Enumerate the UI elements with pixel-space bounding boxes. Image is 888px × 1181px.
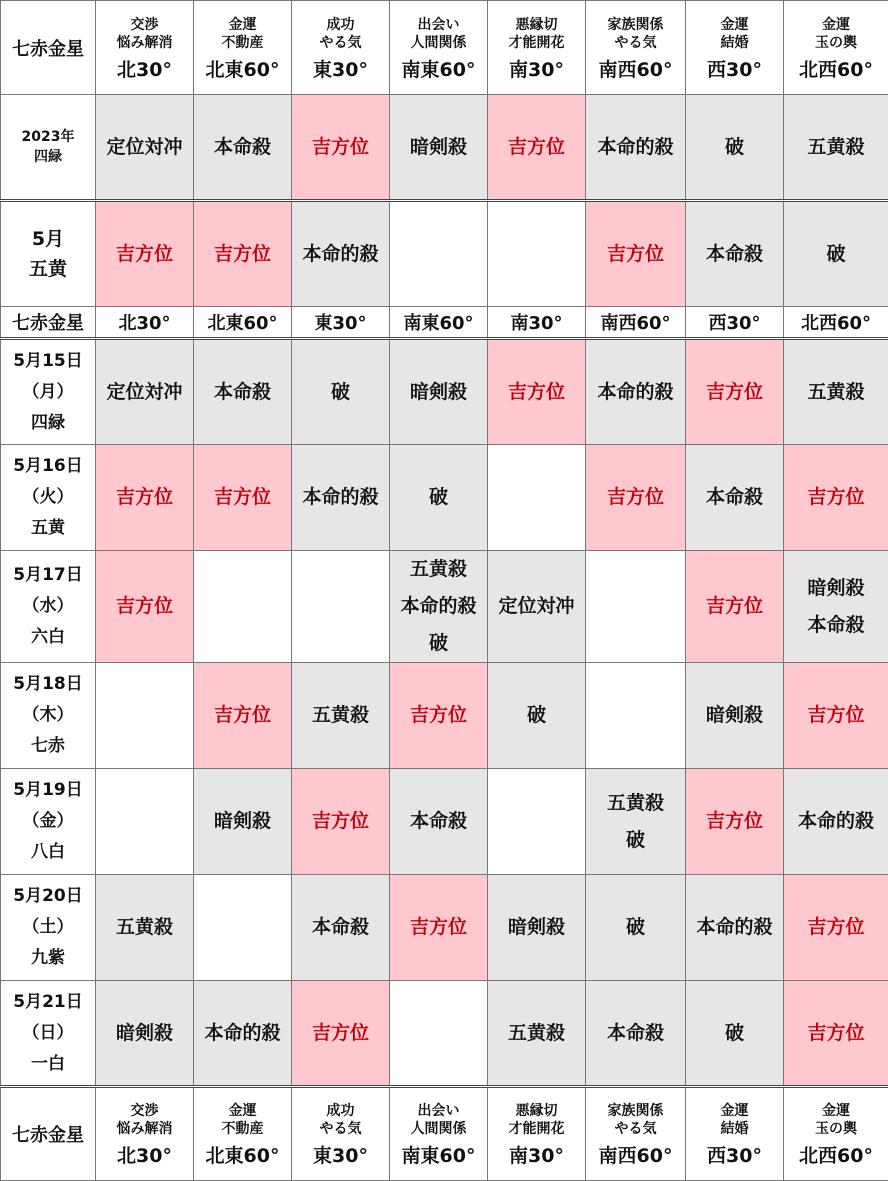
fortune-value: 五黄殺 bbox=[784, 129, 888, 166]
fortune-cell bbox=[686, 551, 784, 663]
fortune-value: 定位対冲 bbox=[96, 129, 193, 166]
fortune-cell bbox=[488, 769, 586, 875]
date-label: 5月17日 bbox=[1, 560, 95, 591]
fortune-value: 吉方位 bbox=[784, 479, 888, 516]
direction-label: 南東60° bbox=[390, 58, 487, 82]
direction-label: 北30° bbox=[96, 58, 193, 82]
day-star-label: 九紫 bbox=[1, 943, 95, 974]
fortune-cell bbox=[292, 201, 390, 307]
weekday-label: （金） bbox=[1, 806, 95, 837]
fortune-value: 本命殺 bbox=[292, 909, 389, 946]
fortune-cell bbox=[390, 663, 488, 769]
purpose-label: 才能開花 bbox=[488, 34, 585, 52]
fortune-value: 吉方位 bbox=[194, 236, 291, 273]
direction-header-cell bbox=[194, 1087, 292, 1181]
fortune-cell bbox=[586, 201, 686, 307]
fortune-value: 吉方位 bbox=[586, 479, 685, 516]
fortune-cell bbox=[194, 981, 292, 1087]
fortune-cell bbox=[96, 875, 194, 981]
day-star-label: 七赤 bbox=[1, 731, 95, 762]
year-label: 2023年 bbox=[1, 127, 95, 147]
year-star-label: 四緑 bbox=[1, 147, 95, 167]
purpose-label: 金運 bbox=[194, 16, 291, 34]
fortune-value: 暗剣殺 bbox=[686, 697, 783, 734]
fortune-value: 本命殺 bbox=[390, 803, 487, 840]
fortune-cell bbox=[194, 201, 292, 307]
fortune-value: 本命的殺 bbox=[586, 129, 685, 166]
fortune-cell bbox=[784, 445, 888, 551]
date-label: 5月15日 bbox=[1, 346, 95, 377]
direction-label: 北西60° bbox=[784, 1144, 888, 1168]
fortune-cell bbox=[488, 875, 586, 981]
fortune-value: 吉方位 bbox=[586, 236, 685, 273]
date-label-cell bbox=[1, 339, 96, 445]
star-label: 七赤金星 bbox=[12, 1125, 84, 1146]
direction-label: 東30° bbox=[292, 1144, 389, 1168]
day-star-label: 八白 bbox=[1, 837, 95, 868]
purpose-label: 出会い bbox=[390, 1102, 487, 1120]
fortune-value: 吉方位 bbox=[488, 129, 585, 166]
fortune-cell bbox=[194, 445, 292, 551]
direction-row bbox=[1, 307, 888, 339]
fortune-value: 五黄殺 bbox=[784, 374, 888, 411]
purpose-label: 金運 bbox=[686, 1102, 783, 1120]
fortune-cell bbox=[96, 339, 194, 445]
fortune-value: 本命的殺 bbox=[586, 374, 685, 411]
fortune-cell bbox=[784, 551, 888, 663]
fortune-cell bbox=[686, 445, 784, 551]
fortune-cell bbox=[488, 663, 586, 769]
fortune-value: 吉方位 bbox=[96, 588, 193, 625]
purpose-label: 才能開花 bbox=[488, 1120, 585, 1138]
fortune-cell bbox=[686, 875, 784, 981]
date-label: 5月16日 bbox=[1, 451, 95, 482]
direction-label: 東30° bbox=[292, 58, 389, 82]
direction-label: 北東60° bbox=[194, 58, 291, 82]
month-label-cell bbox=[1, 201, 96, 307]
fortune-value: 破 bbox=[390, 625, 487, 662]
direction-cell bbox=[784, 307, 888, 339]
fortune-value: 吉方位 bbox=[194, 697, 291, 734]
fortune-cell bbox=[686, 95, 784, 201]
fortune-cell bbox=[390, 551, 488, 663]
fortune-cell bbox=[586, 769, 686, 875]
header-row-bottom bbox=[1, 1087, 888, 1181]
day-row bbox=[1, 445, 888, 551]
fortune-cell bbox=[194, 663, 292, 769]
fortune-cell bbox=[292, 339, 390, 445]
direction-label: 南西60° bbox=[586, 58, 685, 82]
fortune-cell bbox=[390, 201, 488, 307]
purpose-label: 結婚 bbox=[686, 34, 783, 52]
fortune-value: 吉方位 bbox=[784, 697, 888, 734]
fortune-value: 破 bbox=[586, 822, 685, 859]
direction-label: 南東60° bbox=[403, 313, 473, 334]
fortune-cell bbox=[194, 875, 292, 981]
fortune-cell bbox=[586, 875, 686, 981]
weekday-label: （木） bbox=[1, 700, 95, 731]
date-label-cell bbox=[1, 445, 96, 551]
star-label-cell bbox=[1, 1087, 96, 1181]
purpose-label: 金運 bbox=[686, 16, 783, 34]
day-row bbox=[1, 551, 888, 663]
fortune-cell bbox=[194, 339, 292, 445]
fortune-value: 吉方位 bbox=[686, 803, 783, 840]
fortune-cell bbox=[390, 95, 488, 201]
direction-label: 北西60° bbox=[801, 313, 871, 334]
fortune-cell bbox=[586, 339, 686, 445]
direction-label: 南西60° bbox=[586, 1144, 685, 1168]
day-star-label: 四緑 bbox=[1, 408, 95, 439]
direction-header-cell bbox=[586, 1087, 686, 1181]
fortune-value: 五黄殺 bbox=[390, 551, 487, 588]
direction-header-cell bbox=[96, 1, 194, 95]
day-row bbox=[1, 339, 888, 445]
year-row bbox=[1, 95, 888, 201]
direction-label: 西30° bbox=[708, 313, 760, 334]
purpose-label: 出会い bbox=[390, 16, 487, 34]
purpose-label: 成功 bbox=[292, 1102, 389, 1120]
weekday-label: （土） bbox=[1, 912, 95, 943]
purpose-label: やる気 bbox=[292, 1120, 389, 1138]
direction-header-cell bbox=[194, 1, 292, 95]
fortune-value: 本命殺 bbox=[194, 374, 291, 411]
direction-label: 北東60° bbox=[194, 1144, 291, 1168]
direction-cell bbox=[194, 307, 292, 339]
purpose-label: 悩み解消 bbox=[96, 34, 193, 52]
fortune-cell bbox=[784, 663, 888, 769]
fortune-value: 破 bbox=[488, 697, 585, 734]
direction-label: 北30° bbox=[118, 313, 170, 334]
purpose-label: 交渉 bbox=[96, 16, 193, 34]
direction-label: 南30° bbox=[488, 1144, 585, 1168]
purpose-label: 家族関係 bbox=[586, 1102, 685, 1120]
direction-label: 南30° bbox=[510, 313, 562, 334]
fortune-cell bbox=[292, 95, 390, 201]
fortune-cell bbox=[390, 445, 488, 551]
purpose-label: 結婚 bbox=[686, 1120, 783, 1138]
weekday-label: （月） bbox=[1, 377, 95, 408]
purpose-label: やる気 bbox=[586, 34, 685, 52]
star-label-cell bbox=[1, 1, 96, 95]
fortune-cell bbox=[586, 445, 686, 551]
direction-label: 東30° bbox=[314, 313, 366, 334]
fortune-value: 吉方位 bbox=[292, 129, 389, 166]
fortune-value: 吉方位 bbox=[390, 909, 487, 946]
fortune-cell bbox=[586, 551, 686, 663]
fortune-value: 暗剣殺 bbox=[390, 129, 487, 166]
purpose-label: 金運 bbox=[784, 1102, 888, 1120]
direction-header-cell bbox=[292, 1087, 390, 1181]
fortune-cell bbox=[488, 201, 586, 307]
fortune-value: 本命的殺 bbox=[292, 479, 389, 516]
fortune-cell bbox=[686, 663, 784, 769]
date-label-cell bbox=[1, 875, 96, 981]
day-star-label: 六白 bbox=[1, 622, 95, 653]
fortune-cell bbox=[686, 201, 784, 307]
purpose-label: 人間関係 bbox=[390, 1120, 487, 1138]
fortune-cell bbox=[194, 95, 292, 201]
day-star-label: 一白 bbox=[1, 1049, 95, 1080]
direction-cell bbox=[586, 307, 686, 339]
fortune-value: 定位対冲 bbox=[488, 588, 585, 625]
direction-cell bbox=[292, 307, 390, 339]
fortune-cell bbox=[292, 663, 390, 769]
fortune-value: 吉方位 bbox=[784, 909, 888, 946]
fortune-value: 吉方位 bbox=[292, 803, 389, 840]
weekday-label: （火） bbox=[1, 482, 95, 513]
date-label: 5月21日 bbox=[1, 987, 95, 1018]
fortune-cell bbox=[194, 551, 292, 663]
fortune-cell bbox=[488, 981, 586, 1087]
fortune-cell bbox=[96, 663, 194, 769]
date-label: 5月19日 bbox=[1, 775, 95, 806]
fortune-cell bbox=[488, 95, 586, 201]
weekday-label: （日） bbox=[1, 1018, 95, 1049]
fortune-cell bbox=[488, 551, 586, 663]
direction-label: 西30° bbox=[686, 1144, 783, 1168]
direction-header-cell bbox=[488, 1, 586, 95]
purpose-label: 金運 bbox=[194, 1102, 291, 1120]
fortune-cell bbox=[586, 95, 686, 201]
direction-header-cell bbox=[488, 1087, 586, 1181]
fortune-value: 破 bbox=[292, 374, 389, 411]
direction-label: 西30° bbox=[686, 58, 783, 82]
fortune-cell bbox=[784, 875, 888, 981]
fortune-cell bbox=[784, 339, 888, 445]
direction-header-cell bbox=[586, 1, 686, 95]
fortune-cell bbox=[292, 445, 390, 551]
purpose-label: 交渉 bbox=[96, 1102, 193, 1120]
direction-header-cell bbox=[96, 1087, 194, 1181]
fortune-cell bbox=[96, 201, 194, 307]
fortune-cell bbox=[686, 339, 784, 445]
direction-label: 南30° bbox=[488, 58, 585, 82]
header-row-top bbox=[1, 1, 888, 95]
fortune-cell bbox=[292, 875, 390, 981]
direction-label: 北東60° bbox=[207, 313, 277, 334]
direction-label: 北西60° bbox=[784, 58, 888, 82]
date-label-cell bbox=[1, 769, 96, 875]
fortune-value: 定位対冲 bbox=[96, 374, 193, 411]
direction-cell bbox=[686, 307, 784, 339]
year-label-cell bbox=[1, 95, 96, 201]
purpose-label: 悪縁切 bbox=[488, 16, 585, 34]
fortune-value: 吉方位 bbox=[96, 236, 193, 273]
fortune-cell bbox=[194, 769, 292, 875]
direction-header-cell bbox=[784, 1087, 888, 1181]
day-row bbox=[1, 981, 888, 1087]
fortune-cell bbox=[96, 981, 194, 1087]
fortune-cell bbox=[390, 875, 488, 981]
fortune-cell bbox=[96, 445, 194, 551]
purpose-label: やる気 bbox=[292, 34, 389, 52]
fortune-cell bbox=[586, 663, 686, 769]
direction-header-cell bbox=[390, 1, 488, 95]
fortune-value: 本命殺 bbox=[686, 236, 783, 273]
purpose-label: やる気 bbox=[586, 1120, 685, 1138]
fortune-value: 暗剣殺 bbox=[194, 803, 291, 840]
direction-header-cell bbox=[390, 1087, 488, 1181]
purpose-label: 成功 bbox=[292, 16, 389, 34]
purpose-label: 不動産 bbox=[194, 1120, 291, 1138]
direction-header-cell bbox=[686, 1, 784, 95]
fortune-cell bbox=[784, 769, 888, 875]
date-label-cell bbox=[1, 551, 96, 663]
fortune-cell bbox=[292, 769, 390, 875]
fortune-value: 吉方位 bbox=[686, 374, 783, 411]
fortune-value: 五黄殺 bbox=[488, 1015, 585, 1052]
fortune-cell bbox=[488, 445, 586, 551]
date-label-cell bbox=[1, 981, 96, 1087]
day-row bbox=[1, 663, 888, 769]
fortune-cell bbox=[784, 95, 888, 201]
fortune-cell bbox=[488, 339, 586, 445]
fortune-value: 五黄殺 bbox=[292, 697, 389, 734]
direction-header-cell bbox=[292, 1, 390, 95]
direction-cell bbox=[488, 307, 586, 339]
direction-label: 南西60° bbox=[600, 313, 670, 334]
fortune-value: 本命的殺 bbox=[784, 803, 888, 840]
fortune-value: 五黄殺 bbox=[586, 785, 685, 822]
purpose-label: 不動産 bbox=[194, 34, 291, 52]
purpose-label: 人間関係 bbox=[390, 34, 487, 52]
fortune-value: 本命的殺 bbox=[194, 1015, 291, 1052]
day-row bbox=[1, 875, 888, 981]
fortune-cell bbox=[96, 95, 194, 201]
purpose-label: 玉の輿 bbox=[784, 1120, 888, 1138]
fortune-value: 五黄殺 bbox=[96, 909, 193, 946]
month-star-label: 五黄 bbox=[1, 254, 95, 284]
fortune-cell bbox=[292, 551, 390, 663]
fortune-value: 暗剣殺 bbox=[784, 570, 888, 607]
star-label-cell bbox=[1, 307, 96, 339]
purpose-label: 悪縁切 bbox=[488, 1102, 585, 1120]
direction-header-cell bbox=[686, 1087, 784, 1181]
direction-cell bbox=[390, 307, 488, 339]
fortune-cell bbox=[686, 769, 784, 875]
purpose-label: 金運 bbox=[784, 16, 888, 34]
direction-cell bbox=[96, 307, 194, 339]
fortune-value: 破 bbox=[390, 479, 487, 516]
day-star-label: 五黄 bbox=[1, 513, 95, 544]
fortune-value: 本命的殺 bbox=[390, 588, 487, 625]
weekday-label: （水） bbox=[1, 591, 95, 622]
fortune-value: 吉方位 bbox=[96, 479, 193, 516]
fortune-value: 本命殺 bbox=[194, 129, 291, 166]
fortune-value: 破 bbox=[686, 129, 783, 166]
day-row bbox=[1, 769, 888, 875]
fortune-value: 吉方位 bbox=[686, 588, 783, 625]
fortune-value: 吉方位 bbox=[488, 374, 585, 411]
month-row bbox=[1, 201, 888, 307]
month-label: 5月 bbox=[1, 224, 95, 254]
fortune-cell bbox=[390, 981, 488, 1087]
fortune-value: 暗剣殺 bbox=[390, 374, 487, 411]
fortune-cell bbox=[292, 981, 390, 1087]
direction-header-cell bbox=[784, 1, 888, 95]
fortune-value: 吉方位 bbox=[784, 1015, 888, 1052]
fortune-value: 破 bbox=[586, 909, 685, 946]
fortune-cell bbox=[96, 551, 194, 663]
fortune-cell bbox=[686, 981, 784, 1087]
fortune-value: 本命殺 bbox=[586, 1015, 685, 1052]
fortune-value: 暗剣殺 bbox=[488, 909, 585, 946]
fortune-cell bbox=[96, 769, 194, 875]
direction-label: 南東60° bbox=[390, 1144, 487, 1168]
fortune-value: 破 bbox=[784, 236, 888, 273]
fortune-value: 暗剣殺 bbox=[96, 1015, 193, 1052]
date-label-cell bbox=[1, 663, 96, 769]
fortune-cell bbox=[784, 981, 888, 1087]
date-label: 5月20日 bbox=[1, 881, 95, 912]
star-label: 七赤金星 bbox=[12, 313, 84, 334]
fortune-value: 吉方位 bbox=[390, 697, 487, 734]
purpose-label: 家族関係 bbox=[586, 16, 685, 34]
fortune-cell bbox=[390, 769, 488, 875]
fortune-value: 本命殺 bbox=[686, 479, 783, 516]
fortune-cell bbox=[784, 201, 888, 307]
date-label: 5月18日 bbox=[1, 669, 95, 700]
fortune-cell bbox=[390, 339, 488, 445]
fortune-value: 吉方位 bbox=[194, 479, 291, 516]
fortune-value: 本命殺 bbox=[784, 607, 888, 644]
star-label: 七赤金星 bbox=[12, 39, 84, 60]
fortune-cell bbox=[586, 981, 686, 1087]
fortune-value: 吉方位 bbox=[292, 1015, 389, 1052]
direction-label: 北30° bbox=[96, 1144, 193, 1168]
fortune-value: 本命的殺 bbox=[292, 236, 389, 273]
fortune-value: 破 bbox=[686, 1015, 783, 1052]
purpose-label: 玉の輿 bbox=[784, 34, 888, 52]
fortune-value: 本命的殺 bbox=[686, 909, 783, 946]
purpose-label: 悩み解消 bbox=[96, 1120, 193, 1138]
